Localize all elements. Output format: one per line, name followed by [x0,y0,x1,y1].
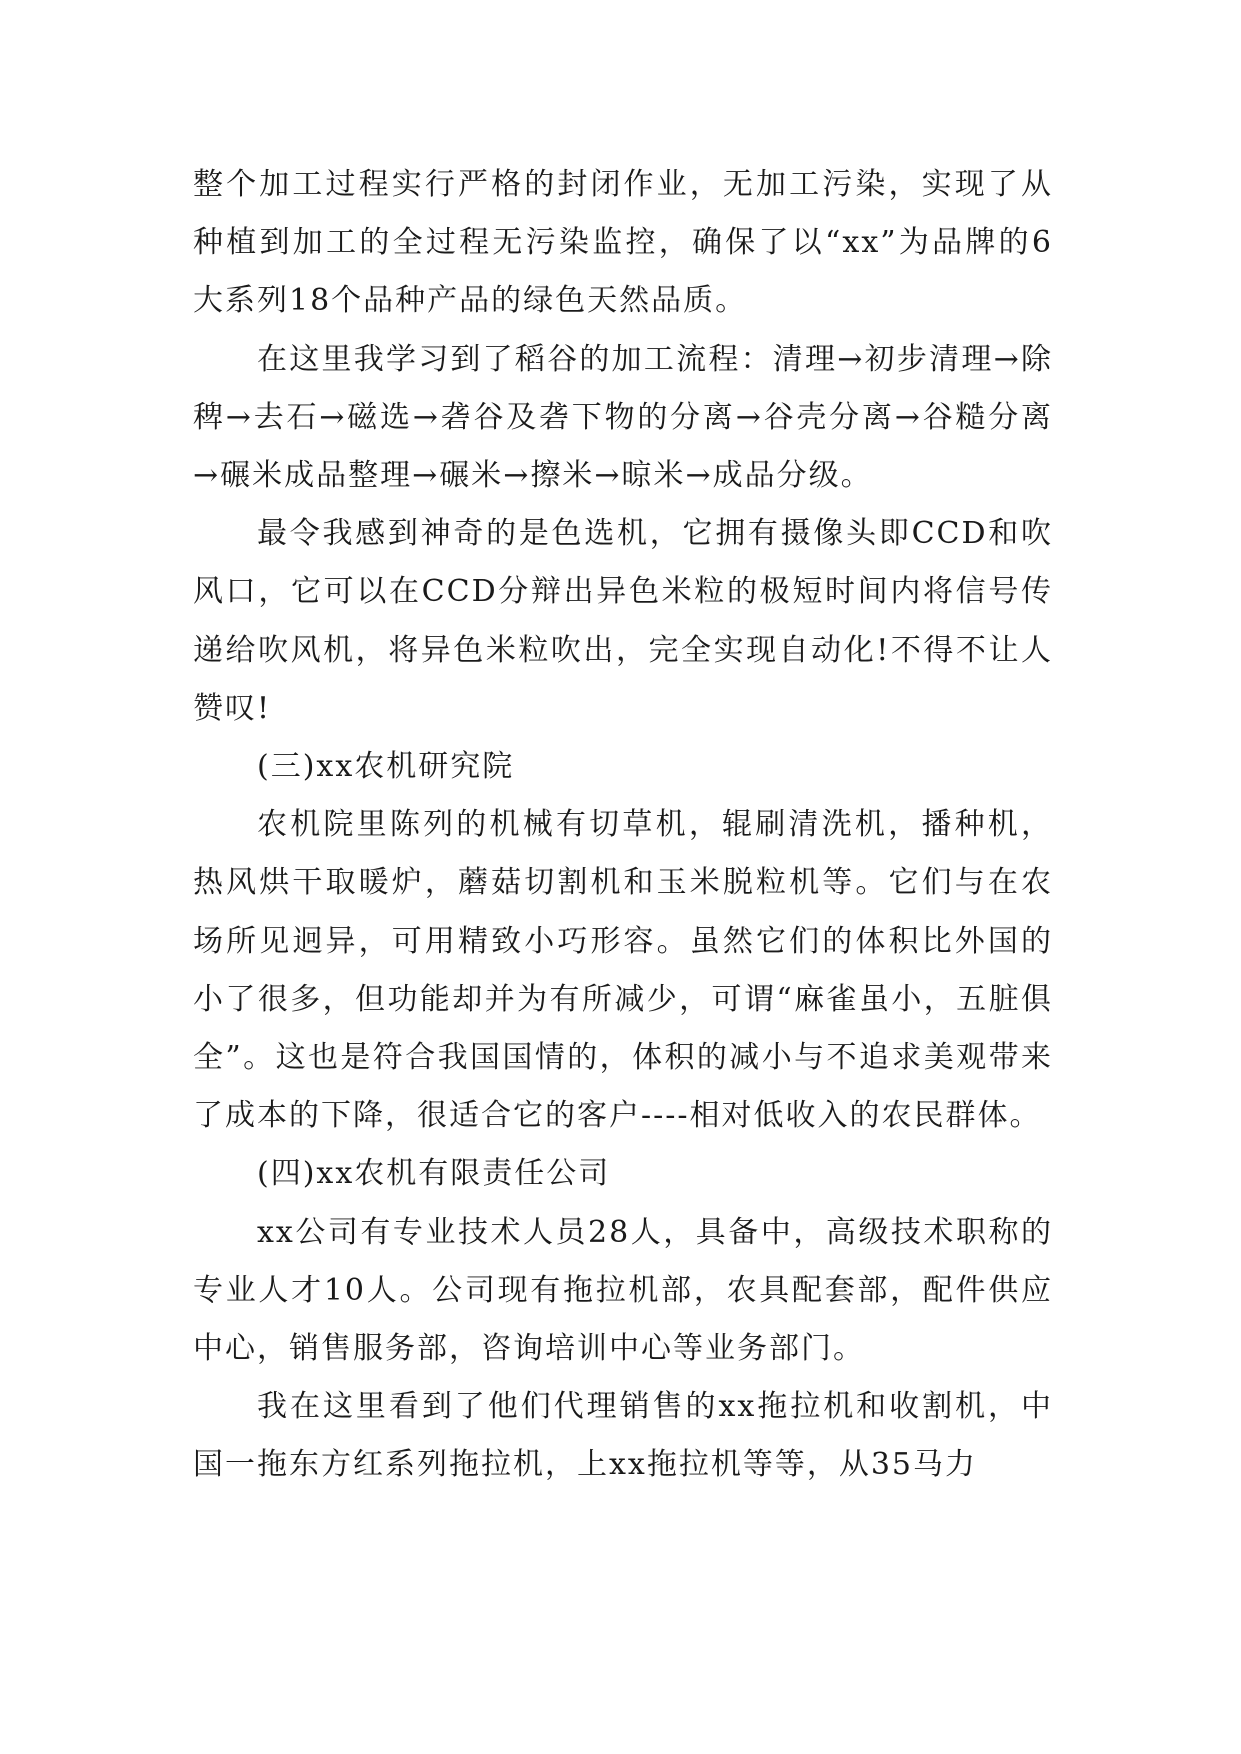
paragraph-research-institute: 农机院里陈列的机械有切草机，辊刷清洗机，播种机，热风烘干取暖炉，蘑菇切割机和玉米脱粒机等。它们与在农场所见迥异，可用精致小巧形容。虽然它们的体积比外国的小了很多，但功能却并为有所减少，可谓“麻雀虽小，五脏俱全”。这也是符合我国国情的，体积的减小与不追求美观带来了成本的下降，很适合它的客户----相对低收入的农民群体。 [193,807,1053,1134]
paragraph-rice-processing-flow: 在这里我学习到了稻谷的加工流程：清理→初步清理→除稗→去石→磁选→砻谷及砻下物的分离→谷壳分离→谷糙分离→碾米成品整理→碾米→擦米→晾米→成品分级。 [193,341,1053,494]
document-body [193,156,1053,1495]
paragraph-tractor-sales: 我在这里看到了他们代理销售的xx拖拉机和收割机，中国一拖东方红系列拖拉机，上xx拖拉机等等，从35马力 [193,1389,1053,1483]
section-heading-research-institute: (三)xx农机研究院 [257,749,515,785]
paragraph-color-sorter: 最令我感到神奇的是色选机，它拥有摄像头即CCD和吹风口，它可以在CCD分辩出异色米粒的极短时间内将信号传递给吹风机，将异色米粒吹出，完全实现自动化!不得不让人赞叹! [193,516,1053,726]
paragraph-processing-quality: 整个加工过程实行严格的封闭作业，无加工污染，实现了从种植到加工的全过程无污染监控，确保了以“xx”为品牌的6大系列18个品种产品的绿色天然品质。 [193,167,1053,319]
section-heading-machinery-company: (四)xx农机有限责任公司 [257,1156,611,1192]
paragraph-company-staff: xx公司有专业技术人员28人，具备中，高级技术职称的专业人才10人。公司现有拖拉机部，农具配套部，配件供应中心，销售服务部，咨询培训中心等业务部门。 [193,1214,1053,1367]
